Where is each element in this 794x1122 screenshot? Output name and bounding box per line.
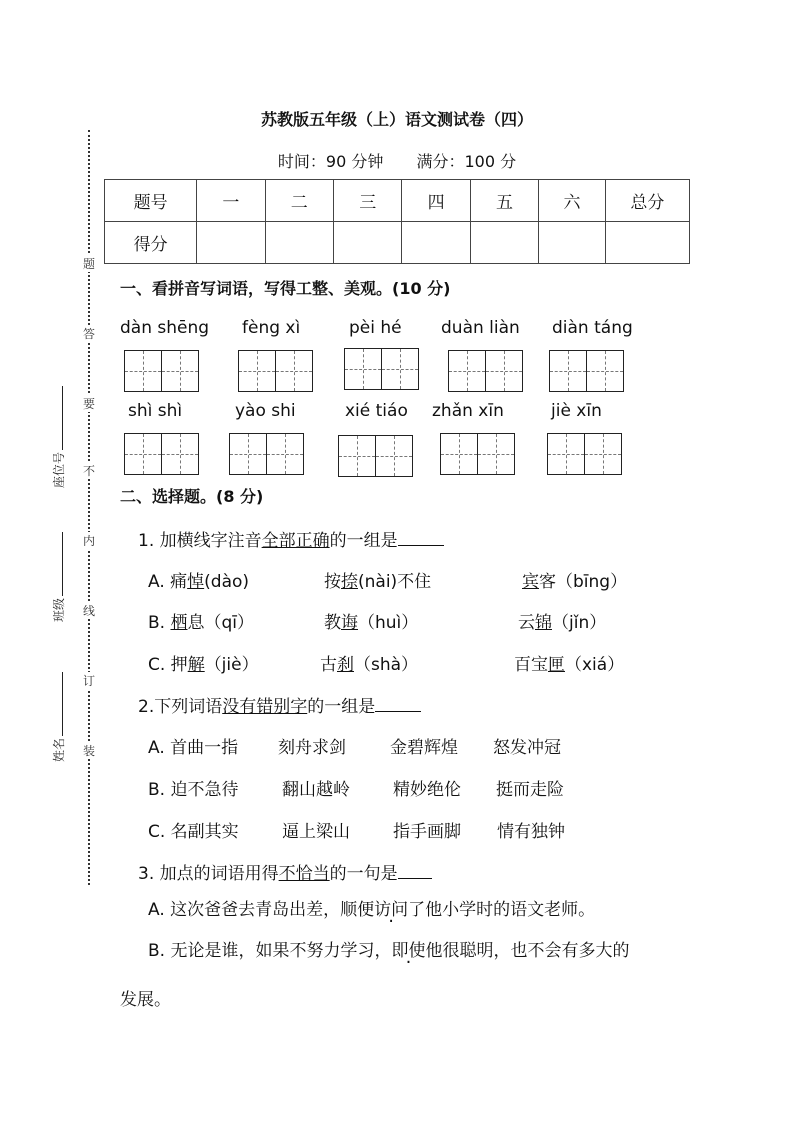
score-header: 总分 [605,180,689,222]
page-title: 苏教版五年级（上）语文测试卷（四） [260,110,533,129]
writing-grid[interactable] [338,435,413,477]
q1-option-c-word2: 古刹（shà） [320,655,419,675]
writing-grid[interactable] [229,433,304,475]
score-header: 一 [197,180,265,222]
q2-word: 逼上梁山 [282,822,350,842]
score-row-label: 得分 [105,222,197,264]
binding-char: 题 [82,257,95,271]
q1-option-b-word3: 云锦（jǐn） [518,613,607,633]
score-cell[interactable] [197,222,265,264]
q3-option-a[interactable]: A. 这次爸爸去青岛出差，顺便访问了他小学时的语文老师。 [148,900,596,920]
q1-option-a-word2: 按捺(nài)不住 [324,572,432,592]
score-header: 三 [334,180,402,222]
pinyin-label: shì shì [128,401,183,421]
binding-char: 装 [82,744,95,758]
writing-grid[interactable] [440,433,515,475]
dotted-word: 即使 [391,941,426,961]
pinyin-label: xié tiáo [345,401,408,421]
pinyin-label: diàn táng [552,318,633,338]
section-2-heading: 二、选择题。(8 分) [120,487,264,506]
binding-char: 线 [82,604,95,618]
q2-word: 挺而走险 [496,780,564,800]
full-score: 满分：100 分 [416,152,517,171]
q3-option-b[interactable]: B. 无论是谁，如果不努力学习，即使他很聪明，也不会有多大的 [148,941,630,961]
writing-grid[interactable] [238,350,313,392]
writing-grid[interactable] [547,433,622,475]
binding-char: 答 [82,327,95,341]
score-header: 二 [265,180,333,222]
binding-char: 不 [82,464,95,478]
binding-dotted-line [88,130,90,885]
binding-char: 要 [82,397,95,411]
q1-option-b[interactable]: B. 栖息（qī） [148,613,254,633]
q1-option-a[interactable]: A. 痛悼(dào) [148,572,250,592]
dotted-word: 访问 [374,900,409,920]
pinyin-label: yào shi [235,401,296,421]
q3-option-b-continued: 发展。 [120,990,171,1010]
binding-char: 订 [82,674,95,688]
writing-grid[interactable] [344,348,419,390]
score-header: 六 [539,180,605,222]
score-cell[interactable] [402,222,470,264]
score-cell[interactable] [265,222,333,264]
score-header: 四 [402,180,470,222]
class-field[interactable]: 班级 [50,532,67,622]
pinyin-label: fèng xì [242,318,301,338]
question-2-stem: 2.下列词语没有错别字的一组是 [138,692,421,717]
q1-option-c[interactable]: C. 押解（jiè） [148,655,259,675]
pinyin-label: zhǎn xīn [432,401,504,421]
q2-option-a[interactable]: A. 首曲一指 [148,738,239,758]
score-cell[interactable] [470,222,538,264]
q2-word: 指手画脚 [393,822,461,842]
q2-option-b[interactable]: B. 迫不急待 [148,780,239,800]
pinyin-label: dàn shēng [120,318,210,338]
score-cell[interactable] [605,222,689,264]
section-1-heading: 一、看拼音写词语，写得工整、美观。(10 分) [120,279,451,298]
answer-blank[interactable] [398,528,444,546]
writing-grid[interactable] [124,350,199,392]
score-header: 五 [470,180,538,222]
answer-blank[interactable] [375,694,421,712]
q2-option-c[interactable]: C. 名副其实 [148,822,239,842]
answer-blank[interactable] [398,861,432,879]
question-3-stem: 3. 加点的词语用得不恰当的一句是 [138,859,432,884]
q1-option-b-word2: 教诲（huì） [324,613,419,633]
score-cell[interactable] [334,222,402,264]
q2-word: 精妙绝伦 [393,780,461,800]
pinyin-label: pèi hé [349,318,402,338]
score-header: 题号 [105,180,197,222]
name-field[interactable]: 姓名 [50,672,67,762]
binding-char: 内 [82,534,95,548]
pinyin-label: jiè xīn [551,401,602,421]
seat-number-field[interactable]: 座位号 [50,386,67,488]
q2-word: 金碧辉煌 [390,738,458,758]
question-1-stem: 1. 加横线字注音全部正确的一组是 [138,526,444,551]
exam-info [0,149,794,172]
q2-word: 怒发冲冠 [493,738,561,758]
writing-grid[interactable] [124,433,199,475]
score-cell[interactable] [539,222,605,264]
q2-word: 翻山越岭 [282,780,350,800]
q1-option-a-word3: 宾客（bīng） [522,572,628,592]
q2-word: 刻舟求剑 [278,738,346,758]
score-table [104,179,690,264]
q1-option-c-word3: 百宝匣（xiá） [514,655,625,675]
pinyin-label: duàn liàn [441,318,520,338]
writing-grid[interactable] [448,350,523,392]
duration: 时间：90 分钟 [277,152,384,171]
writing-grid[interactable] [549,350,624,392]
q2-word: 情有独钟 [497,822,565,842]
